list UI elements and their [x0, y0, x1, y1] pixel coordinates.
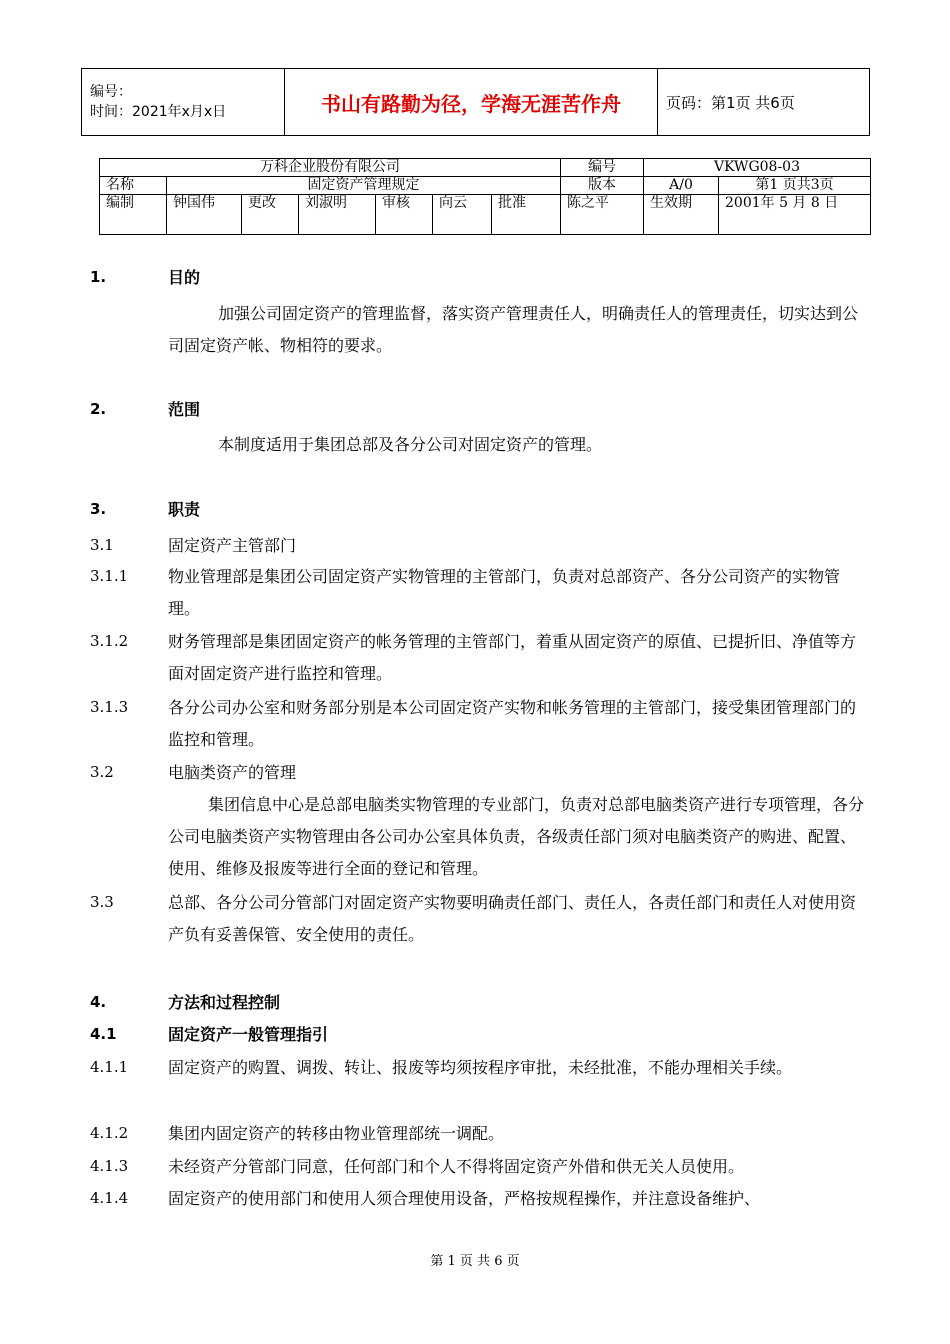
effective-label: 生效期	[644, 195, 719, 235]
section-4-1-4-body: 固定资产的使用部门和使用人须合理使用设备，严格按规程操作，并注意设备维护、	[168, 1189, 761, 1208]
document-info-table	[99, 158, 871, 235]
header-motto: 书山有路勤为径，学海无涯苦作舟	[285, 69, 658, 136]
approve-label: 批准	[492, 195, 561, 235]
section-4-1-3-number: 4.1.3	[90, 1157, 129, 1175]
section-4-1-1-number: 4.1.1	[90, 1058, 129, 1076]
header-number: 编号：	[90, 84, 132, 100]
section-2-number: 2.	[90, 400, 107, 418]
section-4-1-2-body: 集团内固定资产的转移由物业管理部统一调配。	[168, 1124, 505, 1143]
section-3-1-3-number: 3.1.3	[90, 698, 129, 716]
header-page-info: 页码：第1页 共6页	[658, 69, 870, 136]
section-3-1-title: 固定资产主管部门	[168, 536, 297, 555]
section-3-number: 3.	[90, 500, 107, 518]
section-4-1-4-number: 4.1.4	[90, 1189, 129, 1207]
header-meta	[82, 69, 285, 136]
version-label: 版本	[561, 177, 644, 195]
approve-value: 陈之平	[561, 195, 644, 235]
name-value: 固定资产管理规定	[167, 177, 561, 195]
version-value: A/0	[644, 177, 719, 195]
section-3-3-body: 总部、各分公司分管部门对固定资产实物要明确责任部门、责任人，各责任部门和责任人对使用资产负有妥善保管、安全使用的责任。	[168, 893, 857, 944]
section-3-2-number: 3.2	[90, 763, 114, 781]
section-1-title: 目的	[168, 268, 201, 287]
code-value: VKWG08-03	[644, 159, 871, 177]
section-4-title: 方法和过程控制	[168, 993, 281, 1012]
page-value: 第1 页共3页	[719, 177, 871, 195]
section-1-number: 1.	[90, 268, 107, 286]
section-4-1-1-body: 固定资产的购置、调拨、转让、报废等均须按程序审批，未经批准，不能办理相关手续。	[168, 1058, 793, 1077]
header-time: 时间：2021年x月x日	[90, 104, 227, 120]
review-label: 审核	[376, 195, 433, 235]
section-3-1-1-number: 3.1.1	[90, 567, 129, 585]
section-3-1-1-body: 物业管理部是集团公司固定资产实物管理的主管部门，负责对总部资产、各分公司资产的实物管理。	[168, 567, 841, 618]
section-3-3-number: 3.3	[90, 893, 114, 911]
page-footer: 第 1 页 共 6 页	[430, 1254, 520, 1269]
section-3-1-2-body: 财务管理部是集团固定资产的帐务管理的主管部门，着重从固定资产的原值、已提折旧、净值等方面对固定资产进行监控和管理。	[168, 632, 857, 683]
section-3-title: 职责	[168, 500, 201, 519]
review-value: 向云	[433, 195, 492, 235]
code-label: 编号	[561, 159, 644, 177]
section-3-1-3-body: 各分公司办公室和财务部分别是本公司固定资产实物和帐务管理的主管部门，接受集团管理部门的监控和管理。	[168, 698, 857, 749]
section-3-1-2-number: 3.1.2	[90, 632, 129, 650]
company-name: 万科企业股份有限公司	[100, 159, 561, 177]
section-1-body: 加强公司固定资产的管理监督，落实资产管理责任人，明确责任人的管理责任，切实达到公司固定资产帐、物相符的要求。	[168, 304, 859, 355]
change-value: 刘淑明	[299, 195, 376, 235]
author-label: 编制	[100, 195, 167, 235]
author-value: 钟国伟	[167, 195, 242, 235]
section-3-2-title: 电脑类资产的管理	[168, 763, 297, 782]
section-3-1-number: 3.1	[90, 536, 114, 554]
section-4-number: 4.	[90, 993, 107, 1011]
page-header	[81, 68, 870, 136]
effective-value: 2001年 5 月 8 日	[719, 195, 871, 235]
section-2-title: 范围	[168, 400, 201, 419]
section-4-1-title: 固定资产一般管理指引	[168, 1025, 329, 1044]
section-3-2-body: 集团信息中心是总部电脑类实物管理的专业部门，负责对总部电脑类资产进行专项管理，各分公司电脑类资产实物管理由各公司办公室具体负责，各级责任部门须对电脑类资产的购进、配置、使用、维修及报废等进行全面的登记和管理。	[168, 795, 865, 878]
section-2-body: 本制度适用于集团总部及各分公司对固定资产的管理。	[218, 435, 603, 454]
section-4-1-3-body: 未经资产分管部门同意，任何部门和个人不得将固定资产外借和供无关人员使用。	[168, 1157, 745, 1176]
name-label: 名称	[100, 177, 167, 195]
section-4-1-number: 4.1	[90, 1025, 117, 1043]
change-label: 更改	[242, 195, 299, 235]
section-4-1-2-number: 4.1.2	[90, 1124, 129, 1142]
